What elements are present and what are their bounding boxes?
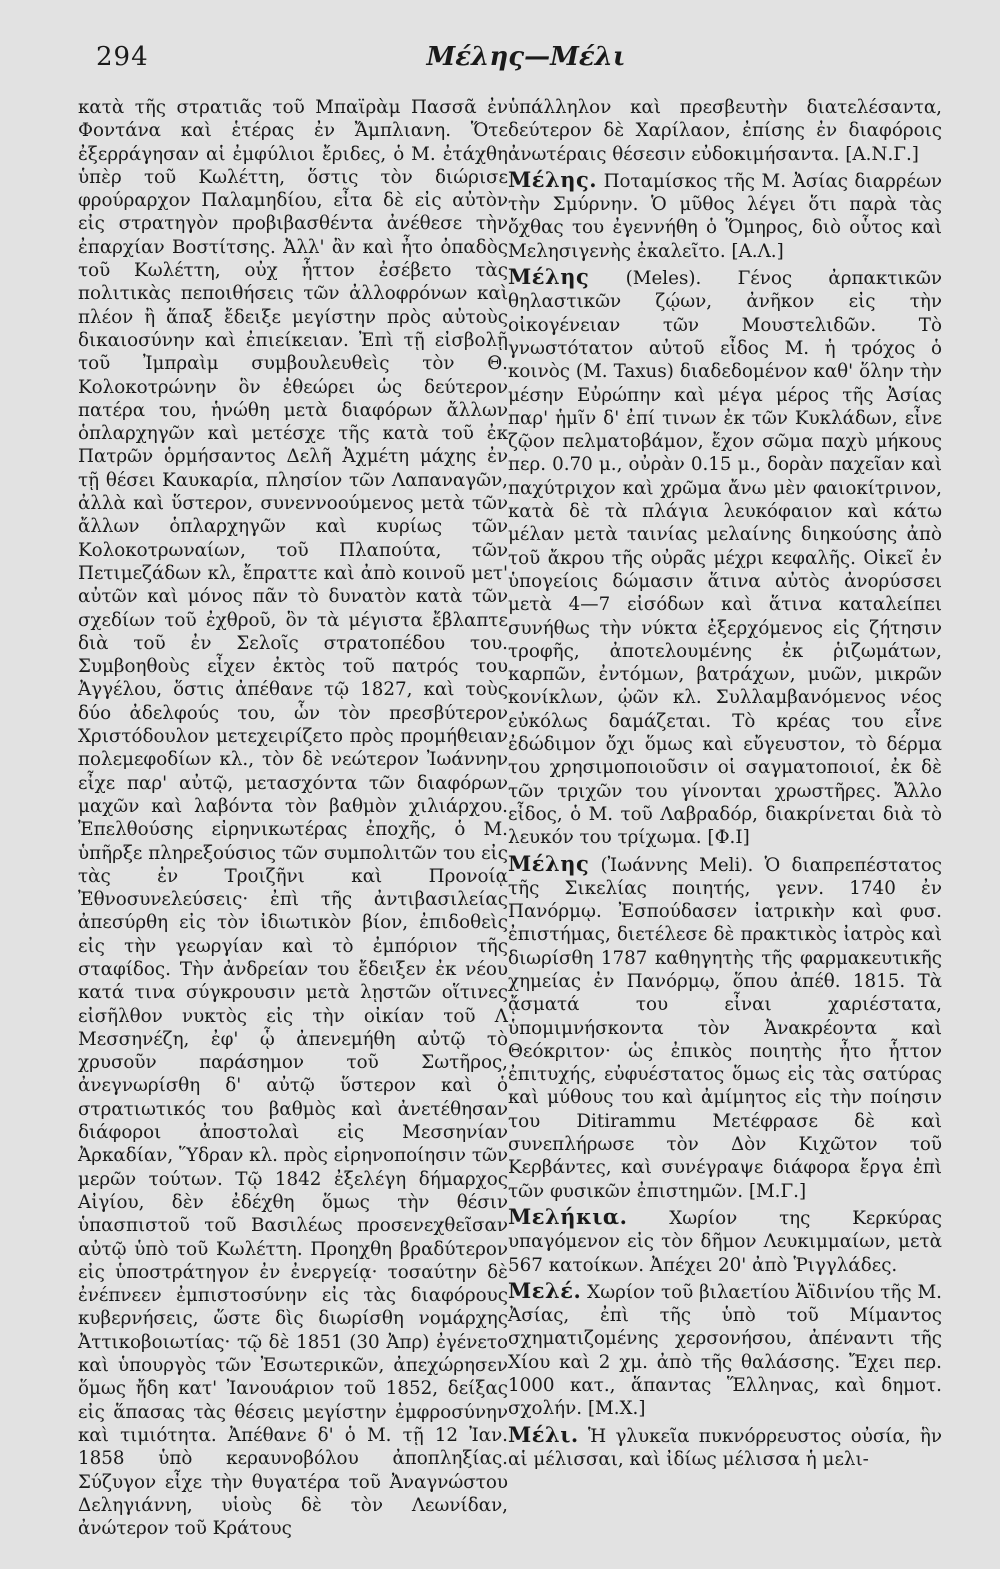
dictionary-entry [508,852,942,1203]
dictionary-entry [508,168,942,263]
entry-headword: Μέλης [508,850,590,876]
entry-text: Ποταμίσκος τῆς Μ. Ἀσίας διαρρέων τὴν Σμύρνην. Ὁ μῦθος λέγει ὅτι παρὰ τὰς ὄχθας του ἐγεννήθη ὁ Ὅμηρος, διὸ οὗτος καὶ Μελησιγενὴς ἐκαλεῖτο. [Α.Λ.] [508,170,942,262]
dictionary-entry [508,265,942,849]
entry-continuation-text: κατὰ τῆς στρατιᾶς τοῦ Μπαϊρὰμ Πασσᾶ ἐν Φοντάνα καὶ ἑτέρας ἐν Ἄμπλιανη. Ὅτε ἐξερράγησαν αἱ ἐμφύλιοι ἔριδες, ὁ Μ. ἐτάχθη ὑπὲρ τοῦ Κωλέττη, ὅστις τὸν διώρισε φρούραρχον Παλαμηδίου, εἶτα δὲ εἰς αὐτὸν εἰς στρατηγὸν προβιβασθέντα ἀνέθεσε τὴν ἐπαρχίαν Βοστίτσης. Ἀλλ' ἂν καὶ ἦτο ὀπαδὸς τοῦ Κωλέττη, οὐχ ἧττον ἐσέβετο τὰς πολιτικὰς πεποιθήσεις τῶν ἀλλοφρόνων καὶ πλέον ἢ ἅπαξ ἔδειξε μεγίστην πρὸς αὐτοὺς δικαιοσύνην καὶ ἐπιείκειαν. Ἐπὶ τῇ εἰσβολῇ τοῦ Ἰμπραὶμ συμβουλευθεὶς τὸν Θ. Κολοκοτρώνην ὃν ἐθεώρει ὡς δεύτερον πατέρα του, ἡνώθη μετὰ διαφόρων ἄλλων ὁπλαρχηγῶν καὶ μετέσχε τῆς κατὰ τοῦ ἐκ Πατρῶν ὁρμήσαντος Δελῆ Ἀχμέτη μάχης ἐν τῇ θέσει Καυκαρία, πλησίον τῶν Λαπαναγῶν, ἀλλὰ καὶ ὕστερον, συνεννοούμενος μετὰ τῶν ἄλλων ὁπλαρχηγῶν καὶ κυρίως τῶν Κολοκοτρωναίων, τοῦ Πλαπούτα, τῶν Πετιμεζάδων κλ, ἔπραττε καὶ ἀπὸ κοινοῦ μετ' αὐτῶν καὶ μόνος πᾶν τὸ δυνατὸν κατὰ τῶν σχεδίων τοῦ ἐχθροῦ, ὃν τὰ μέγιστα ἔβλαπτε διὰ τοῦ ἐν Σελοῖς στρατοπέδου του. Συμβοηθοὺς εἶχεν ἐκτὸς τοῦ πατρός του Ἀγγέλου, ὅστις ἀπέθανε τῷ 1827, καὶ τοὺς δύο ἀδελφούς του, ὧν τὸν πρεσβύτερον Χριστόδουλον μετεχειρίζετο πρὸς προμήθειαν πολεμεφοδίων κλ., τὸν δὲ νεώτερον Ἰωάννην εἶχε παρ' αὐτῷ, μετασχόντα τῶν διαφόρων μαχῶν καὶ λαβόντα τὸν βαθμὸν χιλιάρχου. Ἐπελθούσης εἰρηνικωτέρας ἐποχῆς, ὁ Μ. ὑπῆρξε πληρεξούσιος τῶν συμπολιτῶν του εἰς τὰς ἐν Τροιζῆνι καὶ Προνοίᾳ Ἐθνοσυνελεύσεις· ἐπὶ τῆς ἀντιβασιλείας ἀπεσύρθη εἰς τὸν ἰδιωτικὸν βίον, ἐπιδοθεὶς εἰς τὴν γεωργίαν καὶ τὸ ἐμπόριον τῆς σταφίδος. Τὴν ἀνδρείαν του ἔδειξεν ἐκ νέου κατά τινα σύγκρουσιν μετὰ λῃστῶν οἵτινες εἰσῆλθον νυκτὸς εἰς τὴν οἰκίαν τοῦ Λ Μεσσηνέζη, ἐφ' ᾧ ἀπενεμήθη αὐτῷ τὸ χρυσοῦν παράσημον τοῦ Σωτῆρος, ἀνεγνωρίσθη δ' αὐτῷ ὕστερον καὶ ὁ στρατιωτικός του βαθμὸς καὶ ἀνετέθησαν διάφοροι ἀποστολαὶ εἰς Μεσσηνίαν Ἀρκαδίαν, Ὕδραν κλ. πρὸς εἰρηνοποίησιν τῶν μερῶν τούτων. Τῷ 1842 ἐξελέγη δήμαρχος Αἰγίου, δὲν ἐδέχθη ὅμως τὴν θέσιν ὑπασπιστοῦ τοῦ Βασιλέως προσενεχθεῖσαν αὐτῷ ὑπὸ τοῦ Κωλέττη. Προηχθη βραδύτερον εἰς ὑποστράτηγον ἐν ἐνεργείᾳ· τοσαύτην δὲ ἐνέπνεεν ἐμπιστοσύνην εἰς τὰς διαφόρους κυβερνήσεις, ὥστε δὶς διωρίσθη νομάρχης Ἀττικοβοιωτίας· τῷ δὲ 1851 (30 Ἀπρ) ἐγένετο καὶ ὑπουργὸς τῶν Ἐσωτερικῶν, ἀπεχώρησεν ὅμως ἤδη κατ' Ἰανουάριον τοῦ 1852, δείξας εἰς ἅπασας τὰς θέσεις μεγίστην ἐμφροσύνην καὶ τιμιότητα. Ἀπέθανε δ' ὁ Μ. τῇ 12 Ἰαν. 1858 ὑπὸ κεραυνοβόλου ἀποπληξίας. Σύζυγον εἶχε τὴν θυγατέρα τοῦ Ἀναγνώστου Δεληγιάννη, υἱοὺς δὲ τὸν Λεωνίδαν, ἀνώτερον τοῦ Κράτους [78,97,508,1540]
page-header [96,42,936,82]
entry-headword: Μέλι. [508,1421,579,1447]
left-column [78,96,508,1540]
dictionary-entry [508,1279,942,1421]
entry-headword: Μέλης. [508,166,598,192]
entry-headword: Μέλης [508,264,590,290]
page-number: 294 [96,42,149,72]
entry-text: (Ἰωάννης Meli). Ὁ διαπρεπέστατος τῆς Σικελίας ποιητής, γενν. 1740 ἐν Πανόρμῳ. Ἐσπούδασεν ἰατρικὴν καὶ φυσ. ἐπιστήμας, διετέλεσε δὲ πρακτικὸς ἰατρὸς καὶ διωρίσθη 1787 καθηγητὴς τῆς φαρμακευτικῆς χημείας ἐν Πανόρμῳ, ὅπου ἀπέθ. 1815. Τὰ ᾄσματά του εἶναι χαριέστατα, ὑπομιμνήσκοντα τὸν Ἀνακρέοντα καὶ Θεόκριτον· ὡς ἐπικὸς ποιητὴς ἦτο ἧττον ἐπιτυχής, εὐφυέστατος ὅμως εἰς τὰς σατύρας καὶ μύθους του καὶ ἀμίμητος εἰς τὴν ποίησιν του Ditirammu Μετέφρασε δὲ καὶ συνεπλήρωσε τὸν Δὸν Κιχῶτον τοῦ Κερβάντες, καὶ συνέγραψε διάφορα ἔργα ἐπὶ τῶν φυσικῶν ἐπιστημῶν. [Μ.Γ.] [508,854,942,1202]
entry-text: (Meles). Γένος ἀρπακτικῶν θηλαστικῶν ζῴων, ἀνῆκον εἰς τὴν οἰκογένειαν τῶν Μουστελιδῶν. Τὸ γνωστότατον αὐτοῦ εἶδος Μ. ἡ τρόχος ὁ κοινὸς (Μ. Taxus) διαδεδομένον καθ' ὅλην τὴν μέσην Εὐρώπην καὶ μέγα μέρος τῆς Ἀσίας παρ' ἡμῖν δ' ἐπί τινων ἐκ τῶν Κυκλάδων, εἶνε ζῷον πελματοβάμον, ἔχον σῶμα παχὺ μήκους περ. 0.70 μ., οὐρὰν 0.15 μ., δορὰν παχεῖαν καὶ παχύτριχον καὶ χρῶμα ἄνω μὲν φαιοκίτρινον, κατὰ δὲ τὰ πλάγια λευκόφαιον καὶ κάτω μέλαν μετὰ ταινίας μελαίνης διηκούσης ἀπὸ τοῦ ἄκρου τῆς οὐρᾶς μέχρι κεφαλῆς. Οἰκεῖ ἐν ὑπογείοις δώμασιν ἅτινα αὐτὸς ἀνορύσσει μετὰ 4—7 εἰσόδων καὶ ἅτινα καταλείπει συνήθως τὴν νύκτα ἐξερχόμενος εἰς ζήτησιν τροφῆς, ἀποτελουμένης ἐκ ῥιζωμάτων, καρπῶν, ἐντόμων, βατράχων, μυῶν, μικρῶν κονίκλων, ᾠῶν κλ. Συλλαμβανόμενος νέος εὐκόλως δαμάζεται. Τὸ κρέας του εἶνε ἐδώδιμον ὄχι ὅμως καὶ εὔγευστον, τὸ δέρμα του χρησιμοποιοῦσιν οἱ σαγματοποιοί, ἐκ δὲ τῶν τριχῶν του γίνονται χρωστῆρες. Ἄλλο εἶδος, ὁ Μ. τοῦ Λαβραδόρ, διακρίνεται διὰ τὸ λευκόν του τρίχωμα. [Φ.Ι] [508,268,942,849]
dictionary-entry [508,1205,942,1277]
entry-text: Χωρίον της Κερκύρας υπαγόμενον εἰς τὸν δῆμον Λευκιμμαίων, μετὰ 567 κατοίκων. Ἀπέχει 20' ἀπὸ Ῥιγγλάδες. [508,1207,942,1276]
entry-text: Ἡ γλυκεῖα πυκνόρρευστος οὐσία, ἣν αἱ μέλισσαι, καὶ ἰδίως μέλισσα ἡ μελι- [508,1425,942,1470]
right-column [508,96,942,1471]
entry-headword: Μελέ. [508,1277,582,1303]
entry-headword: Μελήκια. [508,1203,628,1229]
entry-continuation-text: ὑπάλληλον καὶ πρεσβευτὴν διατελέσαντα, δεύτερον δὲ Χαρίλαον, ἐπίσης ἐν διαφόροις ἀνωτέραις θέσεσιν εὐδοκιμήσαντα. [Α.Ν.Γ.] [508,97,942,165]
entry-text: Χωρίον τοῦ βιλαετίου Ἀϊδινίου τῆς Μ. Ἀσίας, ἐπὶ τῆς ὑπὸ τοῦ Μίμαντος σχηματιζομένης χερσονήσου, ἀπέναντι τῆς Χίου καὶ 2 χμ. ἀπὸ τῆς θαλάσσης. Ἔχει περ. 1000 κατ., ἅπαντας Ἕλληνας, καὶ δημοτ. σχολήν. [Μ.Χ.] [508,1281,942,1420]
running-title: Μέλης—Μέλι [426,42,626,72]
dictionary-entry [508,1423,942,1472]
